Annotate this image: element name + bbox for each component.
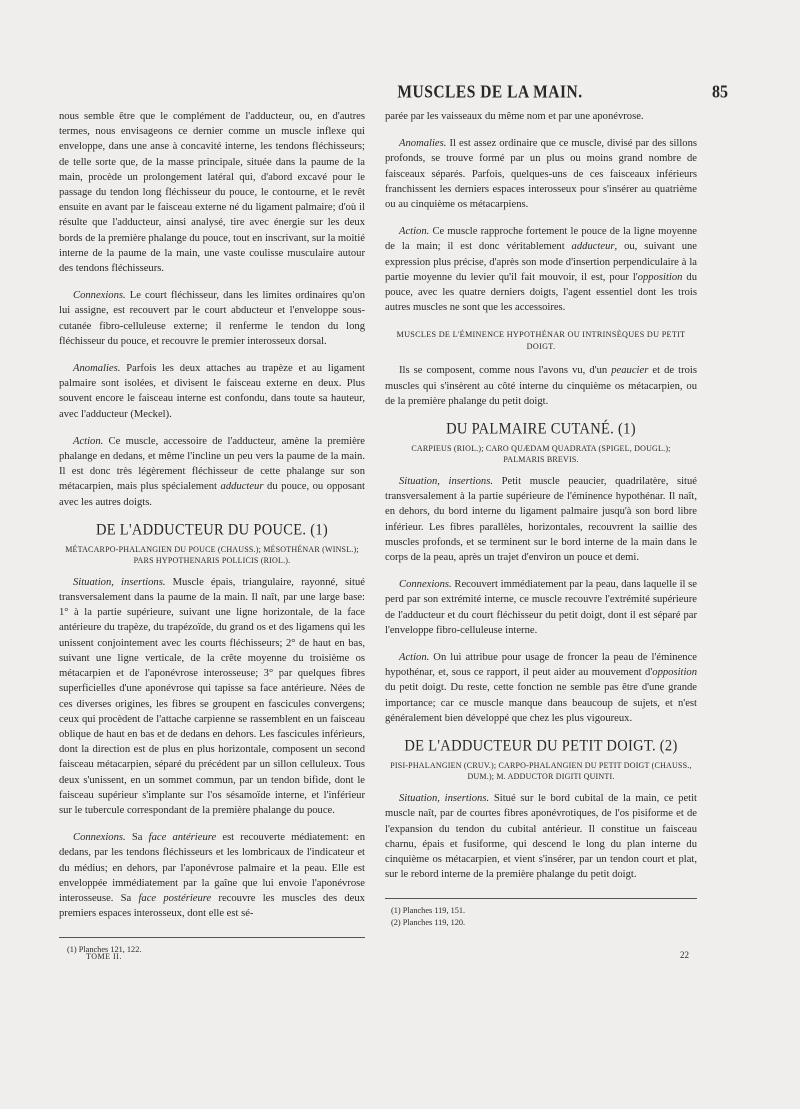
paragraph-text: Situé sur le bord cubital de la main, ce petit muscle naît, par de courtes fibres aponévrotiques, de l'os pisiforme et de l'expansion du tendon du cubital antérieur. Il constitue un faisceau charnu, épais et fusiforme, qui descend le long du plan interne du cinquième os métacarpien, et vient s'insérer, par un tendon court et plat, sur le rebord interne de la première phalange du petit doigt. xyxy=(385,793,697,881)
section-title: DU PALMAIRE CUTANÉ. (1) xyxy=(446,420,636,438)
paragraph xyxy=(385,650,697,726)
synonym-line: CARPIEUS (RIOL.); CARO QUÆDAM QUADRATA (SPIGEL, DOUGL.); xyxy=(411,444,671,454)
synonym-line: PARS HYPOTHENARIS POLLICIS (RIOL.). xyxy=(133,555,291,565)
paragraph-text: , ou, suivant une expression plus précise, d'après son mode d'insertion perpendiculaire à la partie moyenne du levier qu'il fait mouvoir, il est, pour l' xyxy=(385,241,697,283)
emphasis: adducteur xyxy=(220,481,264,493)
paragraph xyxy=(59,830,365,921)
paragraph xyxy=(59,434,365,510)
paragraph xyxy=(59,288,365,349)
paragraph-label: Anomalies. xyxy=(399,138,447,150)
paragraph: parée par les vaisseaux du même nom et par une aponévrose. xyxy=(385,111,644,122)
synonyms xyxy=(59,544,365,566)
paragraph-text: Recouvert immédiatement par la peau, dans laquelle il se perd par son extrémité interne, ce muscle recouvre l'extrémité supérieure de l'adducteur et du court fléchisseur du petit doigt, dont il est séparé par l'enveloppe fibro-celluleuse interne. xyxy=(385,579,697,636)
footnote: (2) Planches 119, 120. xyxy=(391,917,466,927)
right-column xyxy=(385,109,697,882)
paragraph xyxy=(385,136,697,212)
paragraph-text: Ce muscle rapproche fortement le pouce de la ligne moyenne de la main; il est donc véritablement xyxy=(385,226,697,253)
paragraph xyxy=(385,363,697,409)
paragraph-text: du petit doigt. Du reste, cette fonction ne semble pas être d'une grande importance; car ce muscle manque dans beaucoup de sujets, et n'est généralement bien développé que chez les plus vigoureux. xyxy=(385,682,697,724)
left-column xyxy=(59,109,365,921)
footnote: (1) Planches 121, 122. xyxy=(67,945,142,954)
paragraph-text: Il est assez ordinaire que ce muscle, divisé par des sillons profonds, se trouve formé par un plus ou moins grand nombre de faisceaux séparés. Parfois, quelques-uns de ces faisceaux inférieurs franchissent les derniers espaces interosseux pour s'insérer au quatrième ou au cinquième os métacarpiens. xyxy=(385,138,697,211)
paragraph xyxy=(59,361,365,422)
gathering-signature: 22 xyxy=(680,950,689,960)
paragraph xyxy=(385,474,697,565)
paragraph xyxy=(385,224,697,315)
paragraph-text: et de trois muscles qui s'insèrent au côté interne du cinquième os métacarpien, ou de la première phalange du petit doigt. xyxy=(385,365,697,407)
volume-signature: TOME II. xyxy=(86,952,122,961)
emphasis: peaucier xyxy=(611,365,649,377)
synonyms xyxy=(385,443,697,465)
paragraph xyxy=(385,577,697,638)
synonyms: PISI-PHALANGIEN (CRUV.); CARPO-PHALANGIEN DU PETIT DOIGT (CHAUSS., DUM.); M. ADDUCTOR DIGITI QUINTI. xyxy=(390,761,692,782)
footnote-rule xyxy=(59,937,365,938)
paragraph-label: Situation, insertions. xyxy=(399,793,490,805)
paragraph-text: Le court fléchisseur, dans les limites ordinaires qu'on lui assigne, est recouvert par le court abducteur et l'enveloppe sous-cutanée fibro-celluleuse externe; il renferme le tendon du long fléchisseur du pouce, et recouvre le premier interosseux dorsal. xyxy=(59,290,365,347)
paragraph-label: Connexions. xyxy=(399,579,452,591)
page-number: 85 xyxy=(712,82,728,103)
paragraph-label: Situation, insertions. xyxy=(399,476,493,488)
subsection-heading: MUSCLES DE L'ÉMINENCE HYPOTHÉNAR OU INTRINSÈQUES DU PETIT DOIGT. xyxy=(396,330,686,352)
synonym-line: PALMARIS BREVIS. xyxy=(503,455,579,465)
synonym-line: MÉTACARPO-PHALANGIEN DU POUCE (CHAUSS.); MÉSOTHÉNAR (WINSL.); xyxy=(65,544,359,554)
emphasis: face postérieure xyxy=(138,892,212,904)
running-title: MUSCLES DE LA MAIN. xyxy=(397,82,583,103)
paragraph-text: Petit muscle peaucier, quadrilatère, situé transversalement à la partie supérieure de l'éminence hypothénar. Il naît, en dehors, du bord interne du ligament palmaire jusqu'à son bord libre inférieur. Les fibres parallèles, horizontales, recouvrent la saillie des muscles profonds, et se terminent sur le bord interne de la main dans le corps de la peau, après un trajet d'environ un pouce et demi. xyxy=(385,476,697,564)
section-title: DE L'ADDUCTEUR DU PETIT DOIGT. (2) xyxy=(404,737,678,755)
paragraph-text: est recouverte médiatement: en dedans, par les tendons fléchisseurs et les lombricaux de l'indicateur et du médius; en dehors, par l'aponévrose palmaire et la peau. Elle est enveloppée immédiatement par la gaîne que lui envoie l'aponévrose interosseuse. Sa xyxy=(59,832,366,904)
emphasis: face antérieure xyxy=(148,832,217,844)
paragraph-text: Ils se composent, comme nous l'avons vu, d'un xyxy=(399,365,612,377)
paragraph xyxy=(385,791,697,882)
paragraph-text: Sa xyxy=(125,832,149,844)
footnote: (1) Planches 119, 151. xyxy=(391,906,466,915)
section-title: DE L'ADDUCTEUR DU POUCE. (1) xyxy=(95,521,329,539)
paragraph-label: Situation, insertions. xyxy=(73,576,166,588)
paragraph-text: Muscle épais, triangulaire, rayonné, situé transversalement dans la paume de la main. Il naît, par une large base: 1° à la partie supérieure, suivant une ligne horizontale, de la face antérieure du trapèze, du trapézoïde, du grand os et des ligamens qui les unissent conjointement avec les courts fléchisseurs; 2° de haut en bas, suivant une ligne verticale, de la crête moyenne du troisième os métacarpien et de l'aponévrose interosseuse; 3° par quelques fibres superficielles d'une aponévrose qui tapisse sa face antérieure. Nées de ces diverses origines, les fibres se groupent en fascicules convergens; ceux qui procèdent de l'attache carpienne se rassemblent en un faisceau oblique de haut en bas et de dedans en dehors. Les fascicules inférieurs, dont la direction est de plus en plus horizontale, composent un second faisceau métacarpien, séparé du précédent par un sillon celluleux. Tous deux s'unissent, en un sommet commun, par un tendon bifide, dont le faisceau supérieur s'implante sur l'os sésamoïde interne, et l'inférieur sur le tubercule correspondant de la première phalange du pouce. xyxy=(59,576,365,816)
emphasis: opposition xyxy=(652,667,697,679)
emphasis: adducteur xyxy=(571,241,615,253)
paragraph-label: Action. xyxy=(399,226,430,238)
paragraph-text: du pouce, avec les quatre derniers doigts, l'agent essentiel dont les trois autres muscles ne sont que les accessoires. xyxy=(385,271,697,314)
paragraph xyxy=(59,575,365,818)
paragraph-text: Ce muscle, accessoire de l'adducteur, amène la première phalange en dedans, et même l'incline un peu vers la paume de la main. Il est donc très légèrement fléchisseur de cette phalange sur son métacarpien, mais plus spécialement xyxy=(59,435,365,493)
footnotes-right xyxy=(385,898,697,928)
paragraph-label: Action. xyxy=(73,435,104,447)
paragraph-text: recouvre les muscles des deux premiers espaces interosseux, dont elle est sé- xyxy=(59,892,365,920)
paragraph-text: Parfois les deux attaches au trapèze et au ligament palmaire sont isolées, et divisent le faisceau externe en deux. Plus souvent encore le faisceau interne est confondu, dans toute sa hauteur, avec l'adducteur (Meckel). xyxy=(59,363,365,420)
footnote-rule xyxy=(385,898,697,899)
paragraph: nous semble être que le complément de l'adducteur, ou, en d'autres termes, nous envisageons ce dernier comme un muscle inflexe qui enveloppe, dans une anse à concavité interne, les tendons fléchisseurs; de telle sorte que, de la masse principale, située dans la paume de la main, procède un prolongement latéral qui, d'abord excavé pour le passage du tendon long fléchisseur du pouce, le contourne, et le revêt ensuite en avant par le faisceau externe né du ligament palmaire; d'où il résulte que l'adducteur, ainsi analysé, tire avec énergie sur les deux bords de la première phalange du pouce, tout en inscrivant, sur la moitié interne de la paume de la main, une vaste coulisse musculaire autour des tendons fléchisseurs. xyxy=(59,111,365,275)
paragraph-label: Action. xyxy=(399,652,430,664)
emphasis: opposition xyxy=(637,271,683,283)
paragraph-text: On lui attribue pour usage de froncer la peau de l'éminence hypothénar, et, sous ce rapport, il peut aider au mouvement d' xyxy=(385,652,697,679)
paragraph-label: Anomalies. xyxy=(73,363,121,375)
paragraph-label: Connexions. xyxy=(73,290,126,302)
paragraph-label: Connexions. xyxy=(73,832,126,844)
paragraph-text: du pouce, ou opposant avec les autres doigts. xyxy=(59,481,366,508)
